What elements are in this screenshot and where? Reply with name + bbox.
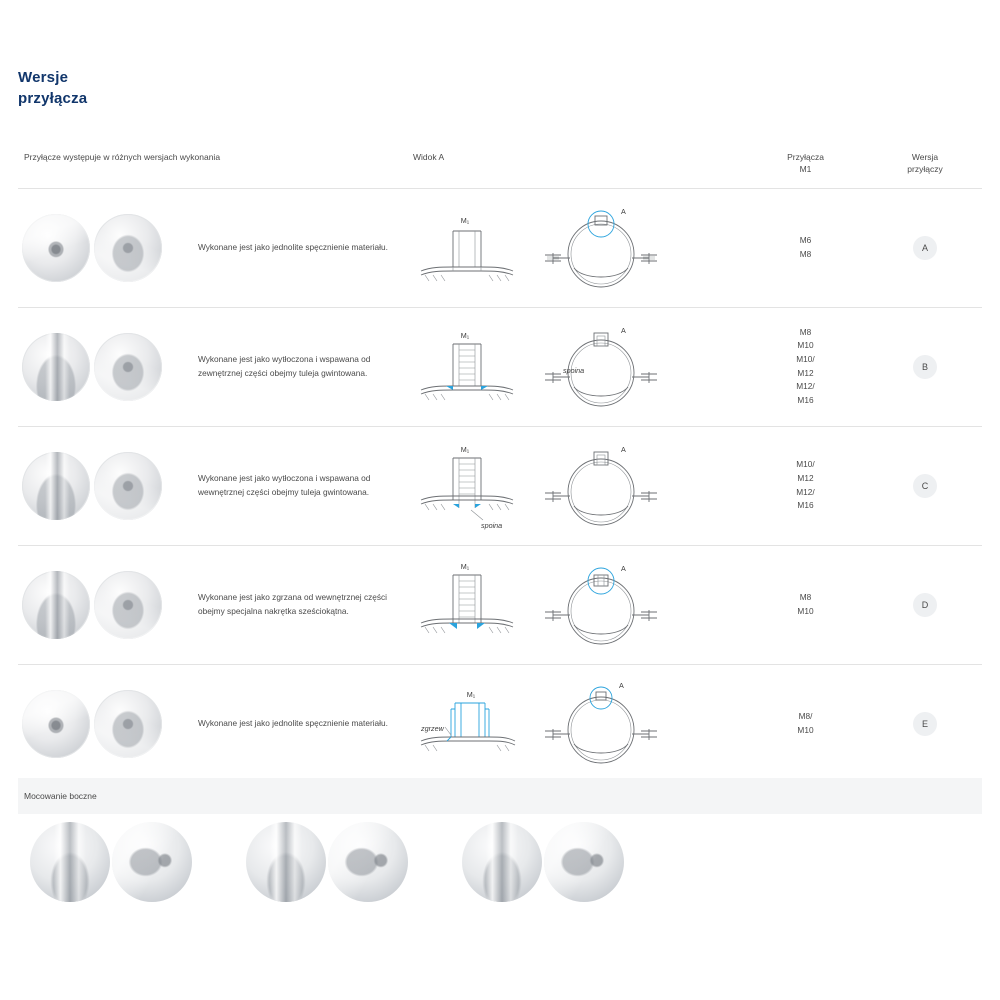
callout-a: A: [621, 325, 626, 335]
row-c-m1: [743, 426, 868, 545]
side-photo-pair: [30, 822, 192, 902]
product-photo: [22, 333, 90, 401]
row-c-description: Wykonane jest jako wytłoczona i wspawana od wewnętrznej części obejmy tuleja gwintowana.: [198, 473, 371, 497]
row-a-version: [868, 188, 982, 307]
section-drawing: [413, 679, 523, 769]
versions-table: [18, 137, 982, 784]
callout-a: A: [619, 680, 624, 690]
row-d-version: [868, 545, 982, 664]
clamp-drawing: [533, 436, 673, 536]
side-photo-pair: [246, 822, 408, 902]
header-view: Widok A: [413, 152, 445, 162]
row-a-description: Wykonane jest jako jednolite spęcznienie materiału.: [198, 241, 388, 252]
m1-value: M10: [797, 724, 814, 735]
m1-value: M12/: [796, 486, 815, 497]
row-b-m1: [743, 307, 868, 426]
row-c-photos: [18, 426, 198, 545]
m1-value: M8: [799, 248, 812, 259]
clamp-drawing: [533, 555, 673, 655]
side-product-photo: [112, 822, 192, 902]
row-c-version: [868, 426, 982, 545]
page-title: [18, 68, 87, 109]
side-photo-pair: [462, 822, 624, 902]
product-photo: [22, 452, 90, 520]
table-row: [18, 188, 982, 307]
callout-a: A: [621, 444, 626, 454]
product-photo: [94, 333, 162, 401]
row-e-m1: [743, 664, 868, 783]
clamp-drawing: [533, 317, 673, 417]
row-a-photos: [18, 188, 198, 307]
row-e-photos: [18, 664, 198, 783]
product-photo: [94, 690, 162, 758]
version-badge: B: [913, 355, 937, 379]
row-e-description: Wykonane jest jako jednolite spęcznienie materiału.: [198, 717, 388, 728]
page-title-line2: przyłącza: [18, 89, 88, 107]
row-b-description: Wykonane jest jako wytłoczona i wspawana od zewnętrznej części obejmy tuleja gwintowana.: [198, 354, 371, 378]
header-m1-line1: Przyłącza: [787, 152, 824, 162]
weld-label: spoina: [563, 365, 585, 375]
table-row: [18, 545, 982, 664]
product-photo: [22, 690, 90, 758]
m1-value: M12: [797, 472, 814, 483]
m1-value: M8/: [798, 710, 813, 721]
row-b-photos: [18, 307, 198, 426]
row-a-m1: [743, 188, 868, 307]
header-description: Przyłącze występuje w różnych wersjach wykonania: [24, 152, 221, 162]
m1-value: M10: [797, 605, 814, 616]
product-photo: [22, 571, 90, 639]
clamp-drawing: [533, 198, 673, 298]
header-m1: [743, 137, 868, 188]
version-badge: D: [913, 593, 937, 617]
m1-label: M₁: [466, 689, 476, 699]
side-mounting-gallery: [30, 822, 624, 902]
table-row: [18, 307, 982, 426]
row-a-view: [413, 188, 743, 307]
m1-label: M₁: [460, 444, 470, 454]
side-product-photo: [462, 822, 542, 902]
product-photo: [94, 214, 162, 282]
side-product-photo: [544, 822, 624, 902]
weld-annotation: [555, 359, 601, 399]
m1-value: M6: [799, 234, 812, 245]
section-drawing: [413, 324, 523, 410]
version-badge: C: [913, 474, 937, 498]
row-d-m1: [743, 545, 868, 664]
m1-label: M₁: [460, 561, 470, 571]
section-drawing: [413, 557, 523, 653]
row-d-photos: [18, 545, 198, 664]
m1-value: M12/: [796, 381, 815, 392]
m1-value: M16: [797, 500, 814, 511]
clamp-drawing: [533, 674, 673, 774]
header-m1-line2: M1: [799, 164, 812, 175]
m1-value: M12: [797, 367, 814, 378]
row-b-view: [413, 307, 743, 426]
section-drawing: [413, 438, 523, 534]
table-row: [18, 426, 982, 545]
callout-a: A: [621, 206, 626, 216]
row-d-description: Wykonane jest jako zgrzana od wewnętrznej części obejmy specjalna nakrętka sześciokątna.: [198, 592, 388, 616]
m1-value: M10: [797, 340, 814, 351]
header-version-line1: Wersja: [911, 152, 939, 162]
m1-label: M₁: [460, 330, 470, 340]
header-version: [868, 137, 982, 188]
row-e-view: [413, 664, 743, 783]
callout-a: A: [621, 563, 626, 573]
m1-label: M₁: [460, 215, 470, 225]
table-row: [18, 664, 982, 783]
section-drawing: [413, 205, 523, 291]
product-photo: [22, 214, 90, 282]
side-product-photo: [328, 822, 408, 902]
product-photo: [94, 452, 162, 520]
row-b-version: [868, 307, 982, 426]
row-e-version: [868, 664, 982, 783]
m1-value: M10/: [796, 353, 815, 364]
m1-value: M8: [799, 591, 812, 602]
side-product-photo: [30, 822, 110, 902]
page-title-line1: Wersje: [18, 69, 69, 86]
version-badge: E: [913, 712, 937, 736]
side-product-photo: [246, 822, 326, 902]
m1-value: M8: [799, 326, 812, 337]
side-mounting-label: Mocowanie boczne: [24, 791, 97, 801]
product-photo: [94, 571, 162, 639]
row-c-view: [413, 426, 743, 545]
weld-label: zgrzew: [421, 723, 444, 733]
version-badge: A: [913, 236, 937, 260]
table-header-row: [18, 137, 982, 188]
weld-label: spoina: [481, 520, 503, 530]
row-d-view: [413, 545, 743, 664]
m1-value: M10/: [796, 459, 815, 470]
header-version-line2: przyłączy: [907, 164, 943, 175]
side-mounting-header: [18, 778, 982, 814]
m1-value: M16: [797, 395, 814, 405]
